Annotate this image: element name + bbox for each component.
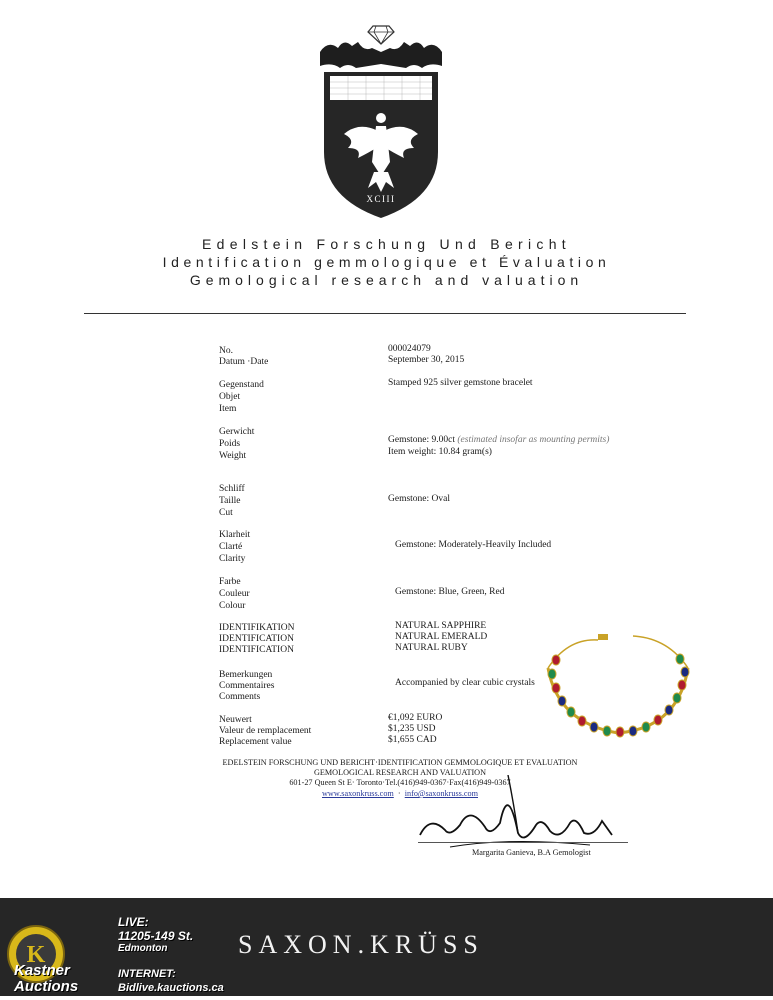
label-colour-en: Colour <box>219 601 246 611</box>
label-cut-fr: Taille <box>219 496 241 506</box>
watermark-url[interactable]: Bidlive.kauctions.ca <box>118 982 224 994</box>
value-identification-1: NATURAL SAPPHIRE <box>395 621 487 631</box>
label-item-de: Gegenstand <box>219 380 264 390</box>
auction-logo-line1: Kastner <box>14 962 70 979</box>
gemstone-weight: Gemstone: 9.00ct <box>388 435 456 445</box>
website-link[interactable]: www.saxonkruss.com <box>322 789 394 798</box>
watermark-city: Edmonton <box>118 943 168 954</box>
label-colour-fr: Couleur <box>219 589 250 599</box>
label-cut-de: Schliff <box>219 484 245 494</box>
value-report-number: 000024079 <box>388 344 431 354</box>
label-weight-en: Weight <box>219 451 247 461</box>
label-no: No. <box>219 346 233 356</box>
value-colour: Gemstone: Blue, Green, Red <box>395 587 505 597</box>
value-cut: Gemstone: Oval <box>388 494 451 504</box>
label-comments-fr: Commentaires <box>219 681 275 691</box>
signature-line <box>418 842 628 843</box>
gemstone-weight-note: (estimated insofar as mounting permits) <box>457 435 610 445</box>
eagle-crest-icon <box>318 22 444 222</box>
svg-text:K: K <box>26 942 46 968</box>
heading-english: Gemological research and valuation <box>189 272 584 288</box>
signature-mark <box>390 775 650 855</box>
label-clarity-de: Klarheit <box>219 530 251 540</box>
label-identification-en: IDENTIFICATION <box>219 645 294 655</box>
value-identification-3: NATURAL RUBY <box>395 643 468 653</box>
heading-divider <box>84 313 686 314</box>
label-clarity-fr: Clarté <box>219 542 243 552</box>
value-replacement-usd: $1,235 USD <box>388 724 436 734</box>
value-gemstone-weight <box>388 435 609 447</box>
footer-address: 601-27 Queen St E· Toronto·Tel.(416)949-0367·Fax(416)949-0367 <box>289 778 511 787</box>
label-item-en: Item <box>219 404 237 414</box>
brand-name: SAXON.KRÜSS <box>238 930 484 959</box>
label-comments-en: Comments <box>219 692 261 702</box>
value-item: Stamped 925 silver gemstone bracelet <box>388 378 533 388</box>
auction-logo-line2: Auctions <box>14 978 79 995</box>
footer-tagline: GEMOLOGICAL RESEARCH AND VALUATION <box>313 768 486 777</box>
label-identification-de: IDENTIFIKATION <box>219 623 295 633</box>
label-item-fr: Objet <box>219 392 241 402</box>
email-link[interactable]: info@saxonkruss.com <box>404 789 478 798</box>
crest-numeral: XCIII <box>366 194 396 204</box>
value-identification-2: NATURAL EMERALD <box>395 632 488 642</box>
label-date: Datum ·Date <box>219 357 269 367</box>
footer-contacts: www.saxonkruss.com · info@saxonkruss.com <box>322 789 478 798</box>
label-value-de: Neuwert <box>219 715 252 725</box>
signatory-name: Margarita Ganieva, B.A Gemologist <box>472 848 591 857</box>
heading-german: Edelstein Forschung Und Bericht <box>202 236 571 252</box>
value-item-weight: Item weight: 10.84 gram(s) <box>388 447 492 457</box>
watermark-live-label: LIVE: <box>118 915 149 929</box>
label-weight-de: Gerwicht <box>219 427 255 437</box>
watermark-address: 11205-149 St. <box>118 929 194 943</box>
bracelet-photo <box>538 628 698 748</box>
heading-french: Identification gemmologique et Évaluation <box>162 254 611 270</box>
value-replacement-eur: €1,092 EURO <box>388 713 443 723</box>
label-value-en: Replacement value <box>219 737 292 747</box>
label-colour-de: Farbe <box>219 577 241 587</box>
footer-company-line: EDELSTEIN FORSCHUNG UND BERICHT·IDENTIFICATION GEMMOLOGIQUE ET EVALUATION <box>222 758 578 767</box>
label-cut-en: Cut <box>219 508 233 518</box>
value-clarity: Gemstone: Moderately-Heavily Included <box>395 540 552 550</box>
label-clarity-en: Clarity <box>219 554 246 564</box>
label-comments-de: Bemerkungen <box>219 670 273 680</box>
value-date: September 30, 2015 <box>388 355 465 365</box>
value-replacement-cad: $1,655 CAD <box>388 735 437 745</box>
label-identification-fr: IDENTIFICATION <box>219 634 294 644</box>
watermark-internet-label: INTERNET: <box>118 968 176 980</box>
label-value-fr: Valeur de remplacement <box>219 726 312 736</box>
label-weight-fr: Poids <box>219 439 241 449</box>
value-comments: Accompanied by clear cubic crystals <box>395 678 535 688</box>
